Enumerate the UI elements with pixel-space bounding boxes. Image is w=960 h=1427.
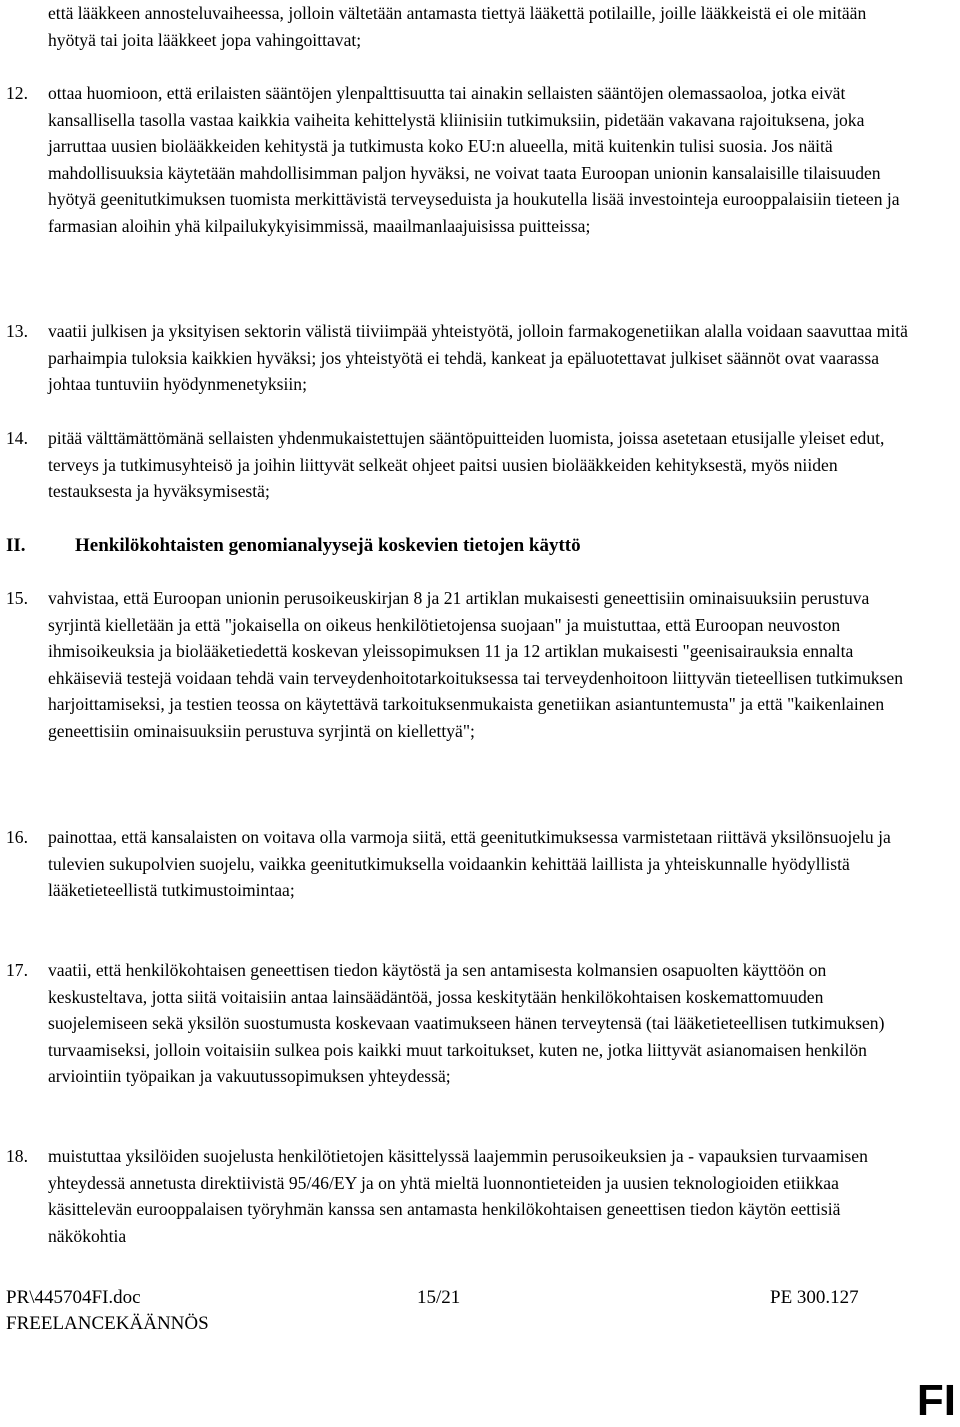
- footer-note: FREELANCEKÄÄNNÖS: [6, 1313, 209, 1334]
- paragraph-number-14: 14.: [6, 428, 28, 448]
- footer-doc-ref: PR\445704FI.doc: [6, 1287, 141, 1308]
- footer-pe-ref: PE 300.127: [770, 1287, 859, 1308]
- paragraph-16: painottaa, että kansalaisten on voitava olla varmoja siitä, että geenitutkimuksessa varmistetaan riittävä yksilönsuojelu ja tulevien sukupolvien suojelu, vaikka geenitutkimuksella voidaankin kehittää laillista ja yhteiskunnalle hyödyllistä lääketieteellistä tutkimustoimintaa;: [48, 827, 891, 900]
- paragraph-13: vaatii julkisen ja yksityisen sektorin välistä tiiviimpää yhteistyötä, jolloin farmakogenetiikan alalla voidaan saavuttaa mitä parhaimpia tuloksia kaikkien hyväksi; jos yhteistyötä ei tehdä, kankeat ja epäluotettavat julkiset säännöt ovat vaarassa johtaa tuntuviin hyödynmenetyksiin;: [48, 321, 908, 394]
- paragraph-number-18: 18.: [6, 1146, 28, 1166]
- language-code: FI: [916, 1376, 956, 1425]
- paragraph-number-16: 16.: [6, 827, 28, 847]
- paragraph-17: vaatii, että henkilökohtaisen geneettisen tiedon käytöstä ja sen antamisesta kolmansien osapuolten käyttöön on keskusteltava, jotta siitä voitaisiin antaa lainsäädäntöä, jossa keskitytään henkilökohtaisen koskemattomuuden suojelemiseen sekä yksilön suostumusta koskevaan vaatimukseen hänen terveytensä (tai lääketieteellisen tutkimuksen) turvaamiseksi, jolloin voitaisiin sulkea pois kaikki muut tarkoitukset, kuten ne, jotka liittyvät asianomaisen henkilön arviointiin työpaikan ja vakuutussopimuksen yhteydessä;: [48, 960, 885, 1086]
- paragraph-number-13: 13.: [6, 321, 28, 341]
- paragraph-12: ottaa huomioon, että erilaisten sääntöjen ylenpalttisuutta tai ainakin sellaisten sääntöjen olemassaoloa, jotka eivät kansallisella tasolla vastaa kaikkia vaiheita kehittelystä kliinisiin tutkimuksiin, pidetään vakavana rajoituksena, joka jarruttaa uusien biolääkkeiden kehitystä ja tutkimusta koko EU:n alueella, mitä kuitenkin tulisi suosia. Jos näitä mahdollisuuksia käytetään mahdollisimman paljon hyväksi, ne voivat taata Euroopan unionin kansalaisille tilaisuuden hyötyä geenitutkimuksen tuomista merkittävistä terveyseduista ja houkutella lisää investointeja eurooppalaisiin tieteen ja farmasian aloihin yhä kilpailukykyisimmissä, maailmanlaajuisissa puitteissa;: [48, 83, 900, 236]
- paragraph-15: vahvistaa, että Euroopan unionin perusoikeuskirjan 8 ja 21 artiklan mukaisesti geneettisiin ominaisuuksiin perustuva syrjintä kielletään ja että "jokaisella on oikeus henkilötietojensa suojaan" ja muistuttaa, että Euroopan neuvoston ihmisoikeuksia ja biolääketiedettä koskevan yleissopimuksen 11 ja 12 artiklan mukaisesti "geenisairauksia ennalta ehkäiseviä testejä voidaan tehdä vain terveydenhoitotarkoituksessa tai terveydenhoitoon liittyvän tieteellisen tutkimuksen harjoittamiseksi, ja testien teossa on käytettävä tarkoituksenmukaista genetiikan asiantuntemusta" ja että "kaikenlainen geneettisiin ominaisuuksiin perustuva syrjintä on kiellettyä";: [48, 588, 904, 741]
- paragraph-number-12: 12.: [6, 83, 28, 103]
- section-number: II.: [6, 535, 26, 556]
- section-heading: Henkilökohtaisten genomianalyysejä koskevien tietojen käyttö: [75, 535, 581, 556]
- paragraph-11-continued: että lääkkeen annosteluvaiheessa, jolloin vältetään antamasta tiettyä lääkettä potilaille, joille lääkkeistä ei ole mitään hyötyä tai joita lääkkeet jopa vahingoittavat;: [48, 3, 867, 50]
- paragraph-number-15: 15.: [6, 588, 28, 608]
- paragraph-number-17: 17.: [6, 960, 28, 980]
- paragraph-14: pitää välttämättömänä sellaisten yhdenmukaistettujen sääntöpuitteiden luomista, joissa asetetaan etusijalle yleiset edut, terveys ja tutkimusyhteisö ja joihin liittyvät selkeät ohjeet paitsi uusien biolääkkeiden kehityksestä, myös niiden testauksesta ja hyväksymisestä;: [48, 428, 885, 501]
- paragraph-18: muistuttaa yksilöiden suojelusta henkilötietojen käsittelyssä laajemmin perusoikeuksien ja - vapauksien turvaamisen yhteydessä annetusta direktiivistä 95/46/EY ja on yhtä mieltä luonnontieteiden ja uusien teknologioiden etiikkaa käsittelevän eurooppalaisen työryhmän kanssa sen antamasta henkilökohtaisen geneettisen tiedon käytön eettisiä näkökohtia: [48, 1146, 868, 1246]
- footer-page-number: 15/21: [417, 1287, 461, 1308]
